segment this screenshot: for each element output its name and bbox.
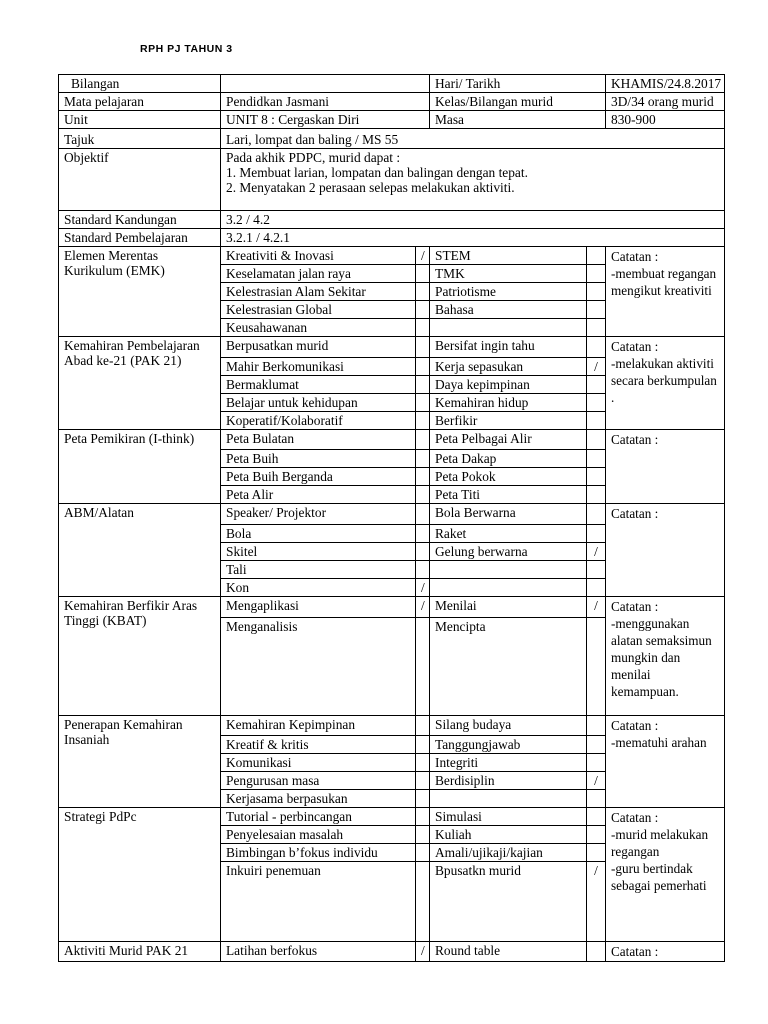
insaniah-item-right bbox=[430, 790, 587, 808]
strategi-mark-right: / bbox=[587, 862, 606, 942]
ithink-mark-right bbox=[587, 450, 606, 468]
insaniah-item-right: Tanggungjawab bbox=[430, 736, 587, 754]
emk-mark-right bbox=[587, 265, 606, 283]
abm-item-left: Speaker/ Projektor bbox=[221, 504, 416, 525]
emk-mark-left bbox=[416, 319, 430, 337]
kbat-mark-right bbox=[587, 618, 606, 716]
ithink-mark-right bbox=[587, 430, 606, 450]
objektif-line: Pada akhik PDPC, murid dapat : bbox=[226, 150, 401, 165]
strategi-mark-right bbox=[587, 808, 606, 826]
kbat-item-right: Menilai bbox=[430, 597, 587, 618]
unit-value: UNIT 8 : Cergaskan Diri bbox=[221, 111, 430, 129]
kelas-value: 3D/34 orang murid bbox=[606, 93, 725, 111]
abm-mark-right bbox=[587, 561, 606, 579]
row-standard-pembelajaran bbox=[59, 229, 725, 247]
pak21-item-left: Bermaklumat bbox=[221, 376, 416, 394]
insaniah-mark-left bbox=[416, 736, 430, 754]
row-abm bbox=[59, 504, 725, 525]
rph-table bbox=[58, 74, 725, 962]
ithink-item-right: Peta Titi bbox=[430, 486, 587, 504]
strategi-mark-left bbox=[416, 808, 430, 826]
pak21-item-left: Koperatif/Kolaboratif bbox=[221, 412, 416, 430]
pak21-item-left: Berpusatkan murid bbox=[221, 337, 416, 358]
ithink-catatan: Catatan : bbox=[606, 430, 725, 504]
unit-label: Unit bbox=[59, 111, 221, 129]
ithink-mark-right bbox=[587, 486, 606, 504]
pak21-item-left: Belajar untuk kehidupan bbox=[221, 394, 416, 412]
aktiviti-item-right: Round table bbox=[430, 942, 587, 962]
strategi-item-left: Bimbingan b’fokus individu bbox=[221, 844, 416, 862]
ithink-mark-left bbox=[416, 486, 430, 504]
ithink-item-right: Peta Dakap bbox=[430, 450, 587, 468]
strategi-item-left: Penyelesaian masalah bbox=[221, 826, 416, 844]
insaniah-mark-right: / bbox=[587, 772, 606, 790]
emk-item-left: Kelestrasian Global bbox=[221, 301, 416, 319]
strategi-item-right: Bpusatkn murid bbox=[430, 862, 587, 942]
sp-value: 3.2.1 / 4.2.1 bbox=[221, 229, 725, 247]
ithink-mark-left bbox=[416, 450, 430, 468]
row-ithink bbox=[59, 430, 725, 450]
insaniah-item-right: Berdisiplin bbox=[430, 772, 587, 790]
insaniah-mark-left bbox=[416, 754, 430, 772]
pak21-mark-left bbox=[416, 337, 430, 358]
emk-mark-right bbox=[587, 283, 606, 301]
row-mata-pelajaran bbox=[59, 93, 725, 111]
strategi-item-left: Inkuiri penemuan bbox=[221, 862, 416, 942]
ithink-item-left: Peta Buih bbox=[221, 450, 416, 468]
kbat-item-right: Mencipta bbox=[430, 618, 587, 716]
insaniah-item-right: Integriti bbox=[430, 754, 587, 772]
row-tajuk bbox=[59, 129, 725, 149]
abm-item-right bbox=[430, 561, 587, 579]
kbat-mark-left bbox=[416, 618, 430, 716]
emk-item-right bbox=[430, 319, 587, 337]
emk-mark-left: / bbox=[416, 247, 430, 265]
insaniah-item-right: Silang budaya bbox=[430, 716, 587, 736]
emk-mark-left bbox=[416, 265, 430, 283]
strategi-mark-right bbox=[587, 826, 606, 844]
row-standard-kandungan bbox=[59, 211, 725, 229]
ithink-mark-left bbox=[416, 430, 430, 450]
kbat-label: Kemahiran Berfikir Aras Tinggi (KBAT) bbox=[59, 597, 221, 716]
emk-catatan: Catatan : -membuat regangan mengikut kreativiti bbox=[606, 247, 725, 337]
aktiviti-mark-left: / bbox=[416, 942, 430, 962]
ithink-item-left: Peta Bulatan bbox=[221, 430, 416, 450]
emk-item-left: Keselamatan jalan raya bbox=[221, 265, 416, 283]
pak21-mark-left bbox=[416, 358, 430, 376]
abm-label: ABM/Alatan bbox=[59, 504, 221, 597]
mata-label: Mata pelajaran bbox=[59, 93, 221, 111]
strategi-item-right: Amali/ujikaji/kajian bbox=[430, 844, 587, 862]
emk-item-left: Kelestrasian Alam Sekitar bbox=[221, 283, 416, 301]
insaniah-item-left: Kreatif & kritis bbox=[221, 736, 416, 754]
strategi-item-right: Simulasi bbox=[430, 808, 587, 826]
pak21-catatan: Catatan : -melakukan aktiviti secara berkumpulan . bbox=[606, 337, 725, 430]
emk-mark-right bbox=[587, 247, 606, 265]
emk-item-right: STEM bbox=[430, 247, 587, 265]
ithink-item-right: Peta Pokok bbox=[430, 468, 587, 486]
abm-mark-left bbox=[416, 525, 430, 543]
abm-item-right bbox=[430, 579, 587, 597]
sk-label: Standard Kandungan bbox=[59, 211, 221, 229]
insaniah-item-left: Pengurusan masa bbox=[221, 772, 416, 790]
pak21-mark-left bbox=[416, 412, 430, 430]
rph-table-body bbox=[59, 75, 725, 962]
mata-value: Pendidkan Jasmani bbox=[221, 93, 430, 111]
strategi-mark-left bbox=[416, 862, 430, 942]
insaniah-mark-left bbox=[416, 790, 430, 808]
kbat-catatan: Catatan : -menggunakan alatan semaksimun mungkin dan menilai kemampuan. bbox=[606, 597, 725, 716]
abm-mark-right: / bbox=[587, 543, 606, 561]
pak21-mark-left bbox=[416, 394, 430, 412]
abm-mark-left: / bbox=[416, 579, 430, 597]
insaniah-label: Penerapan Kemahiran Insaniah bbox=[59, 716, 221, 808]
ithink-item-left: Peta Alir bbox=[221, 486, 416, 504]
abm-catatan: Catatan : bbox=[606, 504, 725, 597]
hari-label: Hari/ Tarikh bbox=[430, 75, 606, 93]
emk-item-right: Bahasa bbox=[430, 301, 587, 319]
strategi-item-left: Tutorial - perbincangan bbox=[221, 808, 416, 826]
row-aktiviti bbox=[59, 942, 725, 962]
strategi-item-right: Kuliah bbox=[430, 826, 587, 844]
objektif-line: 1. Membuat larian, lompatan dan balingan dengan tepat. bbox=[226, 165, 528, 180]
strategi-label: Strategi PdPc bbox=[59, 808, 221, 942]
ithink-item-left: Peta Buih Berganda bbox=[221, 468, 416, 486]
emk-item-left: Keusahawanan bbox=[221, 319, 416, 337]
pak21-item-right: Daya kepimpinan bbox=[430, 376, 587, 394]
page-title: RPH PJ TAHUN 3 bbox=[140, 43, 233, 55]
pak21-item-right: Bersifat ingin tahu bbox=[430, 337, 587, 358]
abm-mark-right bbox=[587, 525, 606, 543]
insaniah-item-left: Komunikasi bbox=[221, 754, 416, 772]
sp-label: Standard Pembelajaran bbox=[59, 229, 221, 247]
emk-mark-right bbox=[587, 319, 606, 337]
abm-item-right: Bola Berwarna bbox=[430, 504, 587, 525]
row-insaniah bbox=[59, 716, 725, 736]
abm-item-right: Raket bbox=[430, 525, 587, 543]
bilangan-value bbox=[221, 75, 430, 93]
objektif-line: 2. Menyatakan 2 perasaan selepas melakukan aktiviti. bbox=[226, 180, 515, 195]
abm-item-right: Gelung berwarna bbox=[430, 543, 587, 561]
row-emk bbox=[59, 247, 725, 265]
pak21-item-right: Kerja sepasukan bbox=[430, 358, 587, 376]
aktiviti-item-left: Latihan berfokus bbox=[221, 942, 416, 962]
pak21-mark-right: / bbox=[587, 358, 606, 376]
insaniah-mark-left bbox=[416, 716, 430, 736]
objektif-value bbox=[221, 149, 725, 211]
abm-item-left: Tali bbox=[221, 561, 416, 579]
emk-mark-right bbox=[587, 301, 606, 319]
abm-mark-left bbox=[416, 561, 430, 579]
insaniah-mark-right bbox=[587, 790, 606, 808]
insaniah-mark-right bbox=[587, 736, 606, 754]
kbat-item-left: Menganalisis bbox=[221, 618, 416, 716]
emk-item-right: TMK bbox=[430, 265, 587, 283]
row-objektif bbox=[59, 149, 725, 211]
row-kbat bbox=[59, 597, 725, 618]
strategi-mark-right bbox=[587, 844, 606, 862]
objektif-label: Objektif bbox=[59, 149, 221, 211]
strategi-catatan: Catatan : -murid melakukan regangan -guru bertindak sebagai pemerhati bbox=[606, 808, 725, 942]
insaniah-mark-right bbox=[587, 716, 606, 736]
kbat-mark-right: / bbox=[587, 597, 606, 618]
aktiviti-label: Aktiviti Murid PAK 21 bbox=[59, 942, 221, 962]
abm-mark-left bbox=[416, 543, 430, 561]
abm-mark-right bbox=[587, 579, 606, 597]
insaniah-item-left: Kemahiran Kepimpinan bbox=[221, 716, 416, 736]
pak21-mark-left bbox=[416, 376, 430, 394]
insaniah-mark-right bbox=[587, 754, 606, 772]
ithink-mark-left bbox=[416, 468, 430, 486]
tajuk-label: Tajuk bbox=[59, 129, 221, 149]
pak21-label: Kemahiran Pembelajaran Abad ke-21 (PAK 21) bbox=[59, 337, 221, 430]
abm-mark-right bbox=[587, 504, 606, 525]
row-unit bbox=[59, 111, 725, 129]
pak21-item-right: Kemahiran hidup bbox=[430, 394, 587, 412]
masa-label: Masa bbox=[430, 111, 606, 129]
bilangan-label: Bilangan bbox=[59, 75, 221, 93]
aktiviti-catatan: Catatan : bbox=[606, 942, 725, 962]
abm-item-left: Kon bbox=[221, 579, 416, 597]
emk-item-right: Patriotisme bbox=[430, 283, 587, 301]
abm-item-left: Skitel bbox=[221, 543, 416, 561]
strategi-mark-left bbox=[416, 826, 430, 844]
abm-item-left: Bola bbox=[221, 525, 416, 543]
insaniah-catatan: Catatan : -mematuhi arahan bbox=[606, 716, 725, 808]
row-pak21 bbox=[59, 337, 725, 358]
aktiviti-mark-right bbox=[587, 942, 606, 962]
insaniah-mark-left bbox=[416, 772, 430, 790]
row-strategi bbox=[59, 808, 725, 826]
emk-mark-left bbox=[416, 301, 430, 319]
kbat-item-left: Mengaplikasi bbox=[221, 597, 416, 618]
insaniah-item-left: Kerjasama berpasukan bbox=[221, 790, 416, 808]
pak21-item-left: Mahir Berkomunikasi bbox=[221, 358, 416, 376]
ithink-mark-right bbox=[587, 468, 606, 486]
abm-mark-left bbox=[416, 504, 430, 525]
emk-item-left: Kreativiti & Inovasi bbox=[221, 247, 416, 265]
pak21-item-right: Berfikir bbox=[430, 412, 587, 430]
emk-label: Elemen Merentas Kurikulum (EMK) bbox=[59, 247, 221, 337]
sk-value: 3.2 / 4.2 bbox=[221, 211, 725, 229]
masa-value: 830-900 bbox=[606, 111, 725, 129]
ithink-label: Peta Pemikiran (I-think) bbox=[59, 430, 221, 504]
hari-value: KHAMIS/24.8.2017 bbox=[606, 75, 725, 93]
ithink-item-right: Peta Pelbagai Alir bbox=[430, 430, 587, 450]
pak21-mark-right bbox=[587, 394, 606, 412]
row-bilangan bbox=[59, 75, 725, 93]
pak21-mark-right bbox=[587, 337, 606, 358]
pak21-mark-right bbox=[587, 376, 606, 394]
kelas-label: Kelas/Bilangan murid bbox=[430, 93, 606, 111]
emk-mark-left bbox=[416, 283, 430, 301]
strategi-mark-left bbox=[416, 844, 430, 862]
tajuk-value: Lari, lompat dan baling / MS 55 bbox=[221, 129, 725, 149]
kbat-mark-left: / bbox=[416, 597, 430, 618]
pak21-mark-right bbox=[587, 412, 606, 430]
